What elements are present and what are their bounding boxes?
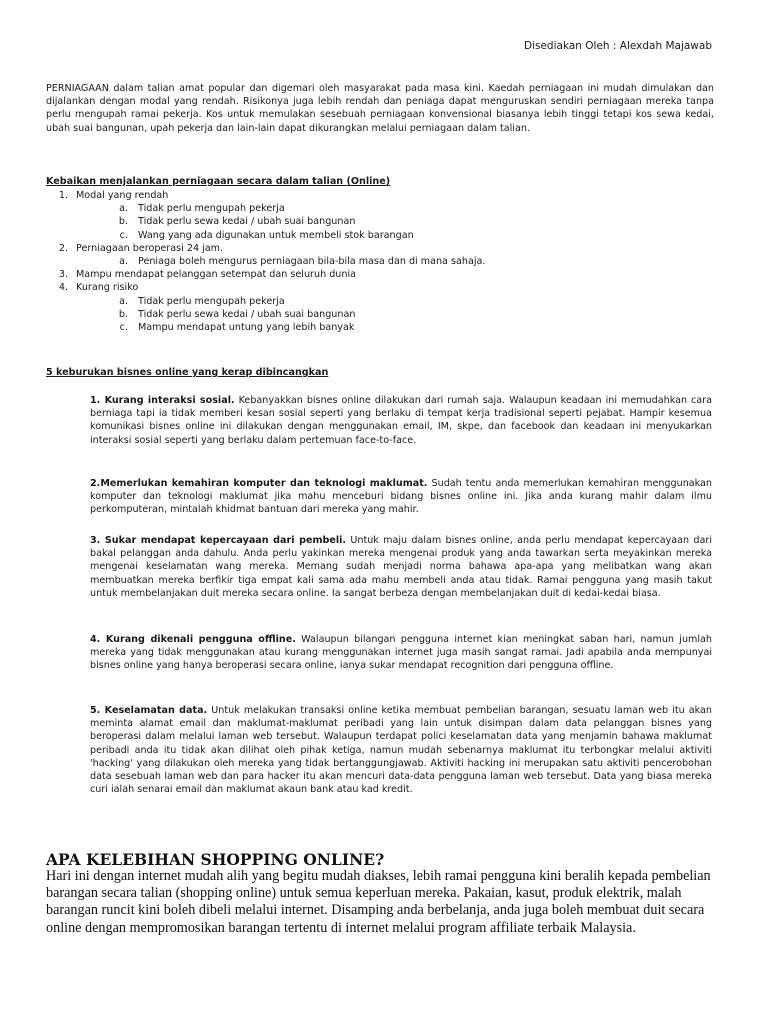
weakness-title: 4. Kurang dikenali pengguna offline. bbox=[90, 634, 296, 645]
sub-list-item bbox=[46, 215, 714, 228]
sub-text: Tidak perlu sewa kedai / ubah suai bangunan bbox=[138, 216, 356, 228]
weakness-text: Walaupun bilangan pengguna internet kian meningkat saban hari, namun jumlah mereka yang tidak menggunakan atau kurang menggunakan internet juga masih sangat ramai. Jadi apabila anda mempunyai bisnes online yang hanya beroperasi secara online, ianya sukar mendapat recognition dari pengguna offline. bbox=[90, 634, 712, 672]
list-text: Perniagaan beroperasi 24 jam. bbox=[76, 242, 224, 254]
sub-list-item bbox=[46, 295, 714, 308]
sub-letter: a. bbox=[119, 203, 128, 215]
weakness-text: Sudah tentu anda memerlukan kemahiran menggunakan komputer dan teknologi maklumat jika mahu menceburi bidang bisnes online ini. Jika anda kurang mahir dalam ilmu perkomputeran, mintalah khidmat bantuan dari mereka yang mahir. bbox=[90, 478, 712, 516]
list-number: 2. bbox=[58, 242, 68, 254]
weakness-point-3 bbox=[90, 534, 712, 600]
sub-list-item bbox=[46, 202, 714, 215]
sub-text: Tidak perlu mengupah pekerja bbox=[138, 295, 285, 307]
sub-text: Tidak perlu mengupah pekerja bbox=[138, 203, 285, 215]
weakness-text: Untuk maju dalam bisnes online, anda perlu mendapat kepercayaan dari bakal pelanggan anda dahulu. Anda perlu yakinkan mereka mengenai produk yang anda tawarkan serta meyakinkan mereka mengenai keselamatan wang mereka. Memang sudah menjadi norma bahawa apa-apa yang melibatkan wang akan membuatkan mereka berfikir tiga empat kali sama ada mahu membeli anda atau tidak. Ramai pengguna yang masih takut untuk membelanjakan duit mereka secara online. Ia sangat berbeza dengan membelanjakan duit di kedai-kedai biasa. bbox=[90, 535, 713, 599]
list-number: 4. bbox=[58, 282, 68, 294]
intro-paragraph: PERNIAGAAN dalam talian amat popular dan digemari oleh masyarakat pada masa kini. Kaedah perniagaan ini mudah dimulakan dan dijalankan dengan modal yang rendah. Risikonya juga lebih rendah dan peniaga dapat menguruskan sendiri perniagaan mereka tanpa perlu mengupah ramai pekerja. Kos untuk memulakan sesebuah perniagaan konvensional biasanya lebih tinggi tetapi kos sewa kedai, ubah suai bangunan, upah pekerja dan lain-lain dapat dikurangkan melalui perniagaan dalam talian. bbox=[46, 83, 714, 134]
author-line: Disediakan Oleh : Alexdah Majawab bbox=[524, 40, 712, 52]
list-item bbox=[46, 281, 714, 294]
benefits-list bbox=[46, 189, 714, 334]
weakness-point-4 bbox=[90, 633, 712, 673]
sub-list-item bbox=[46, 308, 714, 321]
list-item bbox=[46, 268, 714, 281]
weakness-title: 5. Keselamatan data. bbox=[90, 705, 208, 716]
weakness-title: 3. Sukar mendapat kepercayaan dari pembeli. bbox=[90, 535, 347, 546]
sub-letter: b. bbox=[118, 216, 128, 228]
list-number: 1. bbox=[58, 190, 68, 201]
weakness-point-2 bbox=[90, 477, 712, 517]
sub-text: Mampu mendapat untung yang lebih banyak bbox=[138, 322, 355, 334]
sub-list-item bbox=[46, 255, 714, 268]
weakness-title: 1. Kurang interaksi sosial. bbox=[90, 395, 235, 406]
benefits-heading: Kebaikan menjalankan perniagaan secara dalam talian (Online) bbox=[46, 176, 391, 187]
sub-text: Tidak perlu sewa kedai / ubah suai bangunan bbox=[138, 308, 356, 320]
list-text: Modal yang rendah bbox=[76, 190, 169, 201]
list-text: Kurang risiko bbox=[76, 282, 139, 294]
sub-list-item bbox=[46, 229, 714, 242]
sub-letter: b. bbox=[118, 308, 128, 320]
sub-letter: a. bbox=[119, 295, 128, 307]
sub-text: Wang yang ada digunakan untuk membeli stok barangan bbox=[138, 229, 414, 241]
list-item bbox=[46, 189, 714, 202]
weakness-text: Untuk melakukan transaksi online ketika membuat pembelian barangan, sesuatu laman web itu akan meminta alamat email dan maklumat-maklumat peribadi yang lain untuk disimpan dalam data pelanggan bisnes yang beroperasi dalam melalui laman web tersebut. Walaupun terdapat polici keselamatan data yang menjamin bahawa maklumat peribadi anda itu tidak akan dilihat oleh pihak ketiga, namun mudah sebenarnya maklumat itu terbongkar melalui aktiviti 'hacking' yang dilakukan oleh mereka yang tidak bertanggungjawab. Aktiviti hacking ini merupakan satu aktiviti pencerobohan data sesebuah laman web dan para hacker itu akan mencuri data-data pengguna laman web tersebut. Data yang biasa mereka curi ialah senarai email dan maklumat akaun bank atau kad kredit. bbox=[90, 705, 712, 796]
sub-list-item bbox=[46, 321, 714, 334]
weakness-point-1 bbox=[90, 394, 712, 447]
weakness-text: Kebanyakkan bisnes online dilakukan dari rumah saja. Walaupun keadaan ini memudahkan cara berniaga tapi ia tidak memberi kesan sosial seperti yang berlaku di tempat kerja tradisional seperti pejabat. Hampir kesemua komunikasi bisnes online ini dilakukan dengan menggunakan email, IM, skpe, dan facebook dan keadaan ini menyukarkan interaksi sosial seperti yang berlaku dalam pertemuan face-to-face. bbox=[90, 395, 712, 446]
weakness-point-5 bbox=[90, 704, 712, 796]
sub-letter: c. bbox=[119, 229, 128, 241]
list-item bbox=[46, 242, 714, 255]
sub-letter: a. bbox=[119, 256, 128, 268]
shopping-heading: APA KELEBIHAN SHOPPING ONLINE? bbox=[46, 850, 385, 869]
sub-letter: c. bbox=[119, 322, 128, 334]
sub-text: Peniaga boleh mengurus perniagaan bila-bila masa dan di mana sahaja. bbox=[138, 256, 486, 268]
weaknesses-heading: 5 keburukan bisnes online yang kerap dibincangkan bbox=[46, 367, 329, 378]
shopping-paragraph: Hari ini dengan internet mudah alih yang begitu mudah diakses, lebih ramai pengguna kini beralih kepada pembelian barangan secara talian (shopping online) untuk semua keperluan mereka. Pakaian, kasut, produk elektrik, malah barangan runcit kini boleh dibeli melalui internet. Disamping anda berbelanja, anda juga boleh membuat duit secara online dengan mempromosikan barangan tertentu di internet melalui program affiliate terbaik Malaysia. bbox=[46, 868, 711, 936]
list-text: Mampu mendapat pelanggan setempat dan seluruh dunia bbox=[76, 269, 356, 281]
list-number: 3. bbox=[58, 269, 68, 281]
weakness-title: 2.Memerlukan kemahiran komputer dan teknologi maklumat. bbox=[90, 478, 428, 489]
